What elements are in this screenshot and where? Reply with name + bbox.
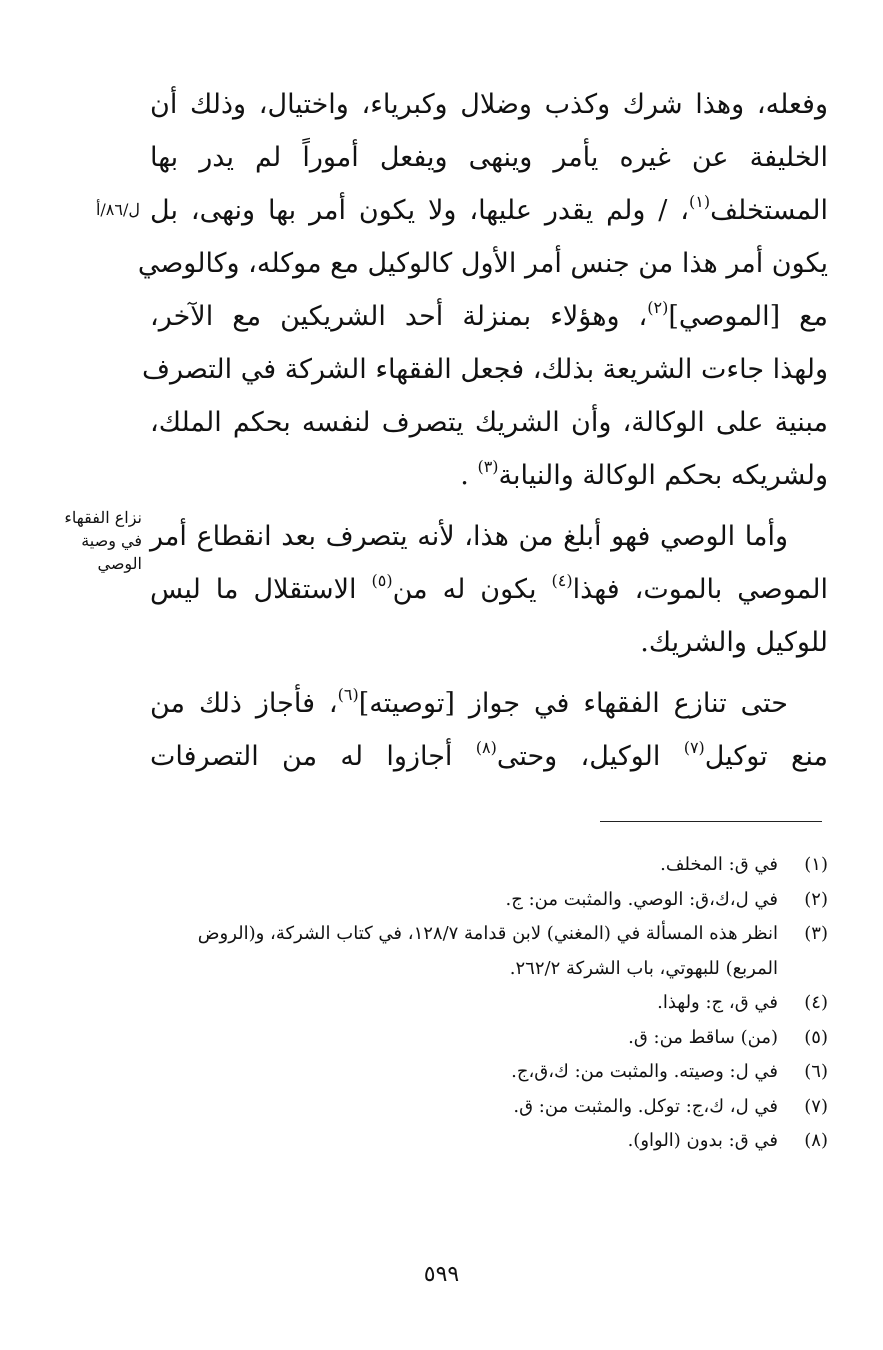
footnote-ref: (١)	[689, 192, 711, 211]
text-line: ولشريكه بحكم الوكالة والنيابة$^{(٣)}$ .	[460, 457, 828, 491]
paragraph-1	[137, 78, 828, 502]
footnote-item: (٢) في ل،ك،ق: الوصي. والمثبت من: ج.	[505, 888, 828, 910]
footnote-item: (٦) في ل: وصيته. والمثبت من: ك،ق،ج.	[511, 1061, 828, 1082]
footnote-ref: (٣)	[477, 457, 499, 476]
text-line: المستخلف$^{(١)}$، / ولم يقدر عليها، ولا يكون أمر بها ونهى، بل	[150, 192, 828, 226]
text-line: ولهذا جاءت الشريعة بذلك، فجعل الفقهاء الشركة في التصرف	[141, 354, 828, 385]
main-text	[137, 78, 828, 783]
footnote-item: (٧) في ل، ك،ج: توكل. والمثبت من: ق.	[513, 1095, 828, 1117]
footnote-ref: (٦)	[337, 685, 359, 704]
footnote-ref: (٧)	[683, 738, 705, 757]
text-line: للوكيل والشريك.	[640, 627, 828, 658]
text-line: منع توكيل$^{(٧)}$ الوكيل، وحتى$^{(٨)}$ أجازوا له من التصرفات	[150, 738, 828, 772]
footnote-ref: (٤)	[551, 571, 573, 590]
text-line: وأما الوصي فهو أبلغ من هذا، لأنه يتصرف بعد انقطاع أمر	[150, 521, 788, 552]
page-number: ٥٩٩	[423, 1262, 460, 1287]
margin-topic-note: نزاع الفقهاء في وصية الوصي	[64, 508, 142, 573]
footnote-item: (٤) في ق، ج: ولهذا.	[657, 992, 828, 1013]
footnote-ref: (٥)	[371, 571, 393, 590]
text-line: مع [الموصي]$^{(٢)}$، وهؤلاء بمنزلة أحد الشريكين مع الآخر،	[150, 298, 828, 332]
text-line: مبنية على الوكالة، وأن الشريك يتصرف لنفسه بحكم الملك،	[150, 407, 828, 438]
footnote-item: (٣) انظر هذه المسألة في (المغني) لابن قدامة ١٢٨/٧، في كتاب الشركة، و(الروض المربع) للبهوتي، باب الشركة ٢٦٢/٢.	[197, 923, 828, 979]
footnote-item: (٥) (من) ساقط من: ق.	[628, 1026, 828, 1048]
footnote-item: (٨) في ق: بدون (الواو).	[627, 1130, 828, 1151]
text-line: وفعله، وهذا شرك وكذب وضلال وكبرياء، واختيال، وذلك أن	[150, 89, 828, 120]
footnote-ref: (٢)	[647, 298, 669, 317]
footnote-divider	[600, 821, 822, 822]
paragraph-2	[150, 510, 828, 669]
manuscript-folio-marker: ل/٨٦/أ	[95, 200, 140, 219]
text-line: الموصي بالموت، فهذا$^{(٤)}$ يكون له من$^{(٥)}$ الاستقلال ما ليس	[150, 571, 828, 605]
footnote-item: (١) في ق: المخلف.	[660, 854, 828, 875]
paragraph-3	[150, 677, 828, 783]
text-line: الخليفة عن غيره يأمر وينهى ويفعل أموراً لم يدر بها	[150, 142, 828, 173]
footnotes-list	[150, 848, 828, 1159]
text-line: حتى تنازع الفقهاء في جواز [توصيته]$^{(٦)}$، فأجاز ذلك من	[150, 685, 788, 719]
text-line: يكون أمر هذا من جنس أمر الأول كالوكيل مع موكله، وكالوصي	[137, 248, 828, 279]
footnote-ref: (٨)	[475, 738, 497, 757]
